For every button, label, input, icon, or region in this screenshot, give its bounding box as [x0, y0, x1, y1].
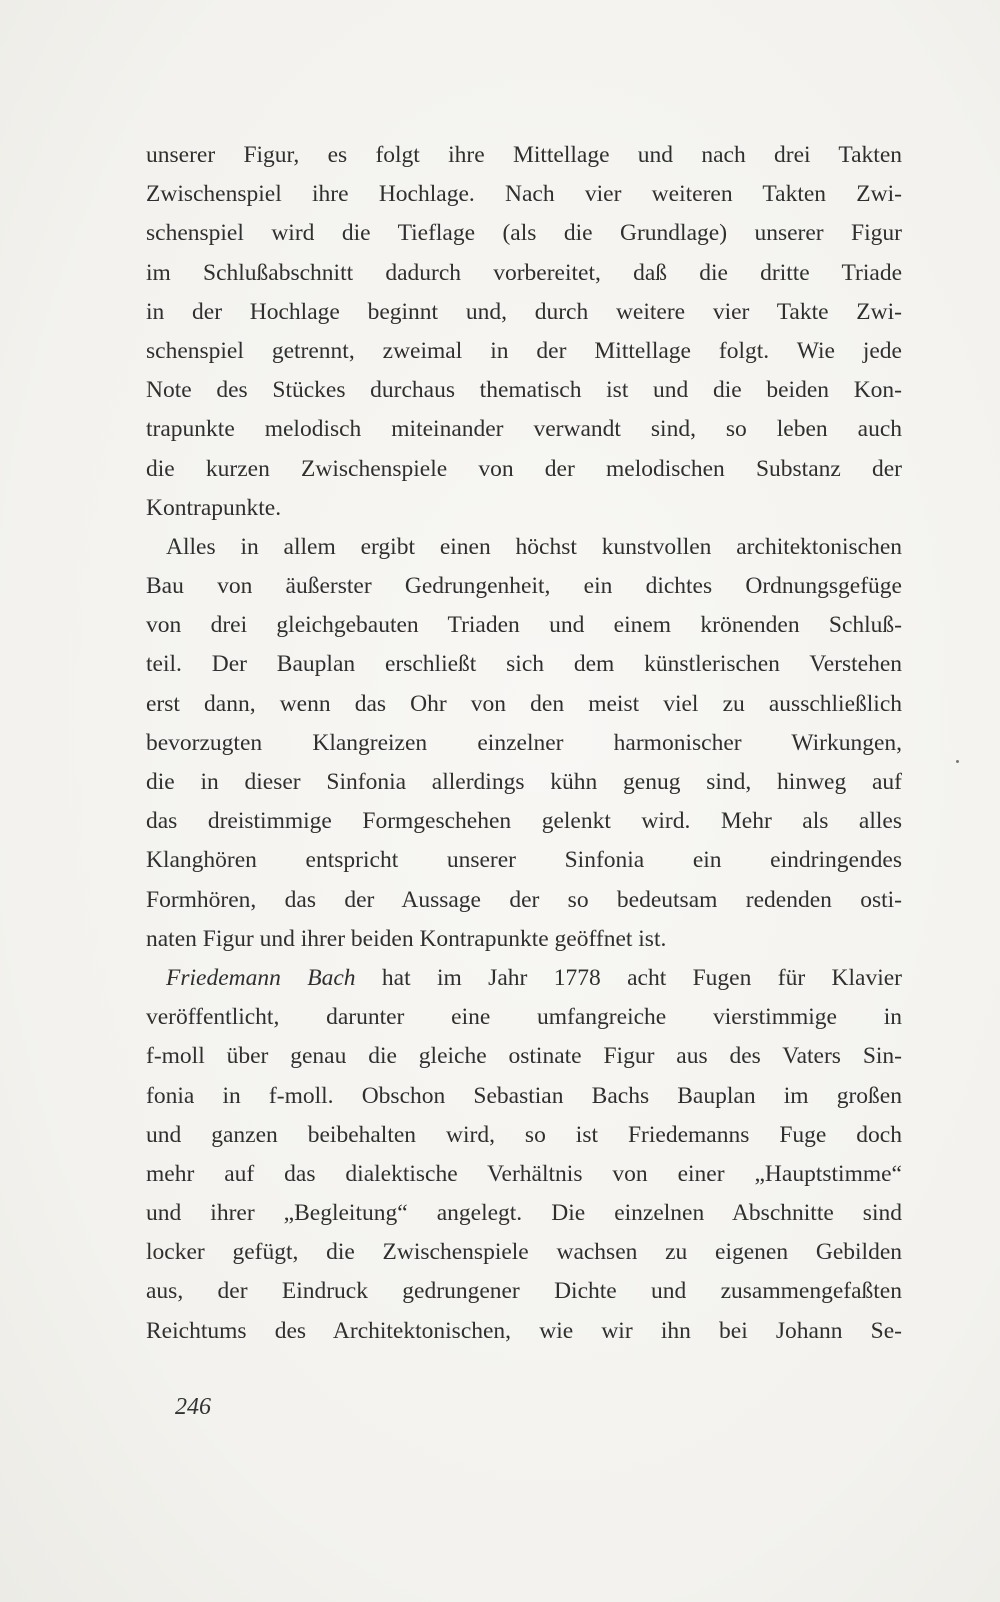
text-line: im Schlußabschnitt dadurch vorbereitet, daß die dritte Triade — [146, 259, 902, 286]
paper-speck — [956, 760, 959, 763]
text-line: Formhören, das der Aussage der so bedeutsam redenden osti- — [146, 886, 902, 913]
text-line: trapunkte melodisch miteinander verwandt sind, so leben auch — [146, 416, 902, 443]
text-line: unserer Figur, es folgt ihre Mittellage und nach drei Takten — [146, 142, 902, 168]
paragraph-3 — [146, 959, 902, 1351]
text-line: Kontrapunkte. — [146, 494, 282, 521]
text-line: Bau von äußerster Gedrungenheit, ein dichtes Ordnungsgefüge — [146, 573, 902, 600]
text-line: in der Hochlage beginnt und, durch weitere vier Takte Zwi- — [146, 298, 902, 325]
text-line: die kurzen Zwischenspiele von der melodischen Substanz der — [146, 455, 902, 482]
text-line: schenspiel getrennt, zweimal in der Mittellage folgt. Wie jede — [146, 337, 902, 364]
person-name: Friedemann Bach — [166, 964, 356, 991]
text-line: Note des Stückes durchaus thematisch ist und die beiden Kon- — [146, 377, 902, 404]
text-line: von drei gleichgebauten Triaden und einem krönenden Schluß- — [146, 612, 902, 639]
text-line: Alles in allem ergibt einen höchst kunstvollen architektonischen — [166, 533, 902, 560]
paragraph-1 — [146, 136, 902, 528]
text-line: und ihrer „Begleitung“ angelegt. Die einzelnen Abschnitte sind — [146, 1200, 902, 1227]
text-line: die in dieser Sinfonia allerdings kühn genug sind, hinweg auf — [146, 769, 902, 795]
text-line: veröffentlicht, darunter eine umfangreiche vierstimmige in — [146, 1004, 902, 1031]
text-line: naten Figur und ihrer beiden Kontrapunkte geöffnet ist. — [146, 925, 667, 952]
text-line: aus, der Eindruck gedrungener Dichte und zusammengefaßten — [146, 1278, 902, 1305]
text-line: mehr auf das dialektische Verhältnis von einer „Hauptstimme“ — [146, 1160, 902, 1187]
text-line: und ganzen beibehalten wird, so ist Friedemanns Fuge doch — [146, 1121, 902, 1148]
text-line: Zwischenspiel ihre Hochlage. Nach vier weiteren Takten Zwi- — [146, 181, 902, 208]
text-line: das dreistimmige Formgeschehen gelenkt wird. Mehr als alles — [146, 808, 902, 835]
text-line: fonia in f-moll. Obschon Sebastian Bachs Bauplan im großen — [146, 1082, 902, 1109]
text-line: f-moll über genau die gleiche ostinate Figur aus des Vaters Sin- — [146, 1043, 902, 1070]
page-number: 246 — [175, 1394, 211, 1420]
text-line: Klanghören entspricht unserer Sinfonia ein eindringendes — [146, 847, 902, 874]
text-line — [146, 959, 902, 998]
text-line: Reichtums des Architektonischen, wie wir ihn bei Johann Se- — [146, 1317, 902, 1344]
text-line: erst dann, wenn das Ohr von den meist viel zu ausschließlich — [146, 690, 902, 717]
text-line: teil. Der Bauplan erschließt sich dem künstlerischen Verstehen — [146, 651, 902, 678]
body-text — [146, 136, 902, 1351]
text-line: bevorzugten Klangreizen einzelner harmonischer Wirkungen, — [146, 729, 902, 756]
paragraph-2 — [146, 528, 902, 959]
text-span: hat im Jahr 1778 acht Fugen für Klavier — [355, 964, 902, 991]
text-line: schenspiel wird die Tieflage (als die Grundlage) unserer Figur — [146, 220, 902, 247]
text-line: locker gefügt, die Zwischenspiele wachsen zu eigenen Gebilden — [146, 1239, 902, 1266]
